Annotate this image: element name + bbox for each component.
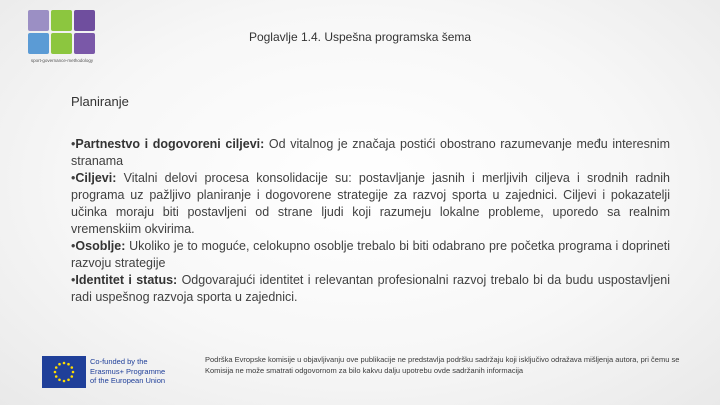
eu-star [67, 378, 70, 381]
bullet-paragraph [71, 238, 670, 272]
bullet-label: Osoblje: [75, 239, 126, 253]
logo-tile [28, 10, 49, 31]
bullet-label: Identitet i status: [75, 273, 178, 287]
eu-star [55, 375, 58, 378]
eu-star [63, 380, 66, 383]
bullet-paragraph [71, 272, 670, 306]
bullet-glyph: • [71, 239, 76, 253]
body-text [71, 136, 670, 306]
eu-star [58, 378, 61, 381]
eu-star [72, 371, 75, 374]
logo-caption: sport-governance-methodology [30, 58, 94, 63]
eu-star [70, 366, 73, 369]
eu-star [58, 363, 61, 366]
eu-star [67, 363, 70, 366]
section-heading: Planiranje [71, 94, 129, 109]
eu-flag-background [42, 356, 86, 388]
eu-star [63, 362, 66, 365]
logo-tile [74, 10, 95, 31]
bullet-label: Partnestvo i dogovoreni ciljevi: [75, 137, 265, 151]
bullet-paragraph [71, 170, 670, 238]
disclaimer-text: Podrška Evropske komisije u objavljivanju ove publikacije ne predstavlja podršku sadržaju koji isključivo odražava mišljenja autora, pri čemu se Komisija ne može smatrati odgovornom za bilo kakvu dalju upotrebu ovde sadržanih informacija [205, 355, 680, 375]
bullet-text: Od vitalnog je značaja postići obostrano razumevanje među interesnim stranama [71, 137, 670, 168]
eu-star [70, 375, 73, 378]
bullet-text: Ukoliko je to moguće, celokupno osoblje trebalo bi biti odabrano pre početka programa i doprineti razvoju strategije [71, 239, 670, 270]
bullet-glyph: • [71, 171, 76, 185]
slide-title: Poglavlje 1.4. Uspešna programska šema [248, 30, 472, 44]
bullet-text: Odgovarajući identitet i relevantan profesionalni razvoj trebalo bi da budu uspostavljeni radi uspešnog razvoja sporta u zajednici. [71, 273, 671, 304]
eu-star [55, 366, 58, 369]
logo-tile [51, 10, 72, 31]
bullet-text: Vitalni delovi procesa konsolidacije su: postavljanje jasnih i merljivih ciljeva i srodnih radnih programa uz pažljivo planiranje i dogovorene strategije za razvoj sporta u zajednici. Ciljevi i pokazatelji učinka moraju biti postavljeni od strane ljudi koji razumeju lokalne probleme, uporedo sa realnim vremenskiim okvirima. [71, 171, 670, 236]
eu-star [54, 371, 57, 374]
bullet-glyph: • [71, 137, 76, 151]
eu-cofunded-text: Co-funded by the Erasmus+ Programme of the European Union [90, 357, 166, 385]
eu-flag-icon [42, 356, 86, 388]
eu-cofunded-logo [42, 356, 192, 390]
bullet-label: Ciljevi: [75, 171, 117, 185]
bullet-glyph: • [71, 273, 76, 287]
bullet-paragraph [71, 136, 670, 170]
